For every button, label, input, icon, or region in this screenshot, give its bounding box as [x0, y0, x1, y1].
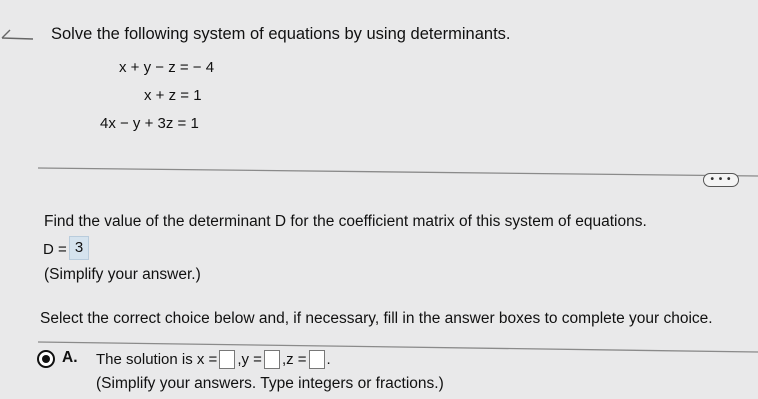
answers-hint: (Simplify your answers. Type integers or fractions.): [96, 375, 444, 392]
equation-3: 4x − y + 3z = 1: [100, 115, 199, 132]
option-a-lead: The solution is: [96, 351, 197, 368]
x-answer-box[interactable]: [219, 350, 235, 369]
determinant-prompt: Find the value of the determinant D for the coefficient matrix of this system of equations.: [44, 213, 647, 230]
equation-2: x + z = 1: [144, 87, 202, 104]
section-divider: [38, 167, 758, 179]
x-label: x =: [196, 351, 218, 368]
option-a-letter: A.: [62, 349, 78, 366]
determinant-answer-field[interactable]: 3: [69, 236, 89, 260]
question-prompt: Solve the following system of equations by using determinants.: [51, 25, 511, 43]
equation-1: x + y − z = − 4: [119, 59, 215, 76]
y-answer-box[interactable]: [264, 350, 280, 369]
more-options-button[interactable]: • • •: [703, 173, 739, 187]
determinant-label: D =: [43, 241, 67, 258]
z-answer-box[interactable]: [309, 350, 325, 369]
simplify-hint: (Simplify your answer.): [44, 266, 201, 283]
separator-1: ,: [237, 351, 242, 368]
back-arrow-icon[interactable]: [0, 26, 34, 48]
option-a-text: [96, 350, 331, 369]
sentence-end: .: [326, 351, 331, 368]
z-label: z =: [286, 351, 307, 368]
y-label: y =: [241, 351, 262, 368]
choice-prompt: Select the correct choice below and, if necessary, fill in the answer boxes to complete your choice.: [40, 310, 713, 327]
radio-selected-dot: [42, 355, 50, 363]
option-a-radio[interactable]: [37, 350, 55, 368]
separator-2: ,: [281, 351, 287, 368]
